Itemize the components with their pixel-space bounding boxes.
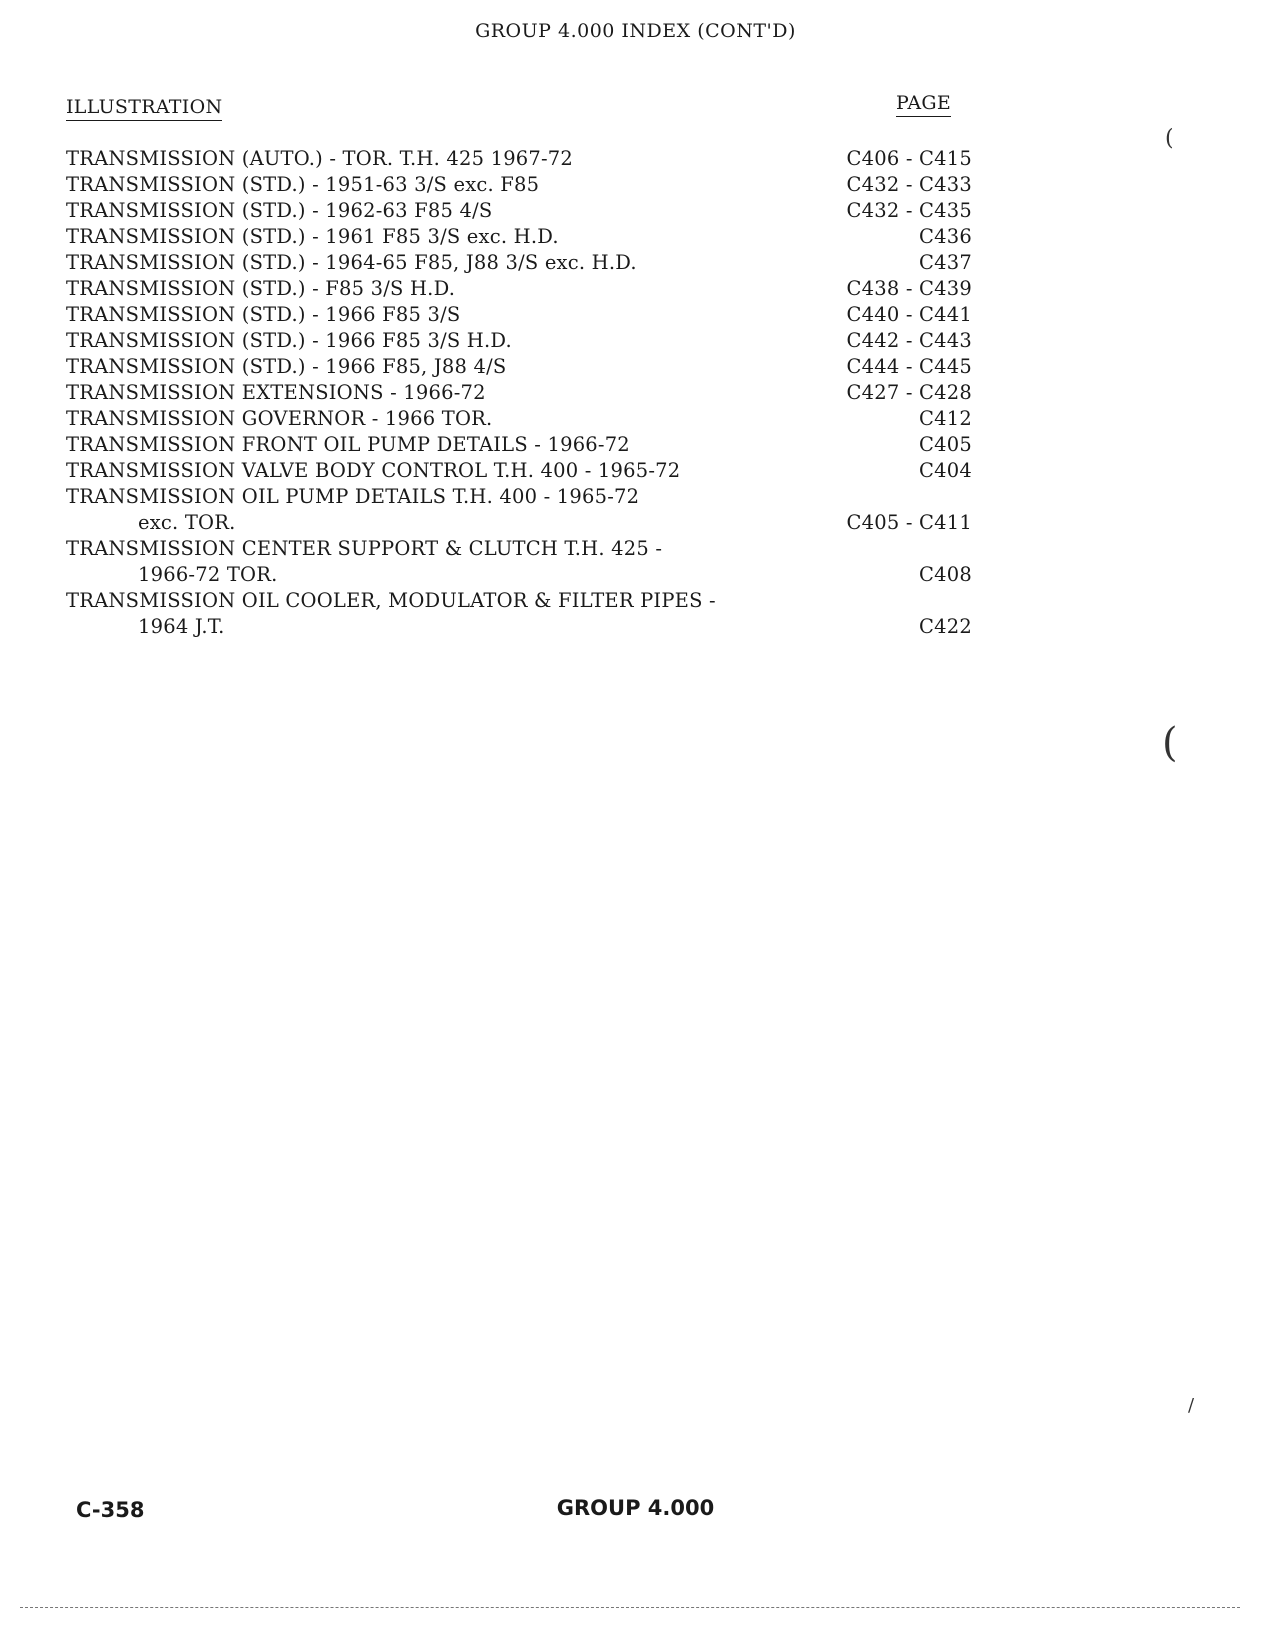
- entry-title-line: TRANSMISSION (AUTO.) - TOR. T.H. 425 1967-72: [66, 147, 574, 170]
- entry-title-line: 1966-72 TOR.: [138, 563, 278, 586]
- entry-title-line: TRANSMISSION (STD.) - 1966 F85, J88 4/S: [66, 355, 507, 378]
- entry-page-ref: C422: [919, 615, 972, 638]
- entry-page-ref: C440 - C441: [846, 303, 972, 326]
- entry-title-line: 1964 J.T.: [138, 615, 225, 638]
- index-entry: [66, 484, 972, 536]
- entry-page-ref: C444 - C445: [846, 355, 972, 378]
- entry-page-ref: C408: [919, 563, 972, 586]
- index-entry: [66, 354, 972, 380]
- entry-page-ref: C404: [919, 459, 972, 482]
- entry-page-ref: C427 - C428: [846, 381, 972, 404]
- entry-page-ref: C436: [919, 225, 972, 248]
- entry-title-line: TRANSMISSION CENTER SUPPORT & CLUTCH T.H. 425 -: [66, 537, 663, 560]
- index-entry: [66, 536, 972, 588]
- index-entry: [66, 172, 972, 198]
- index-entry: [66, 588, 972, 640]
- index-entry: [66, 328, 972, 354]
- entry-title-line: TRANSMISSION VALVE BODY CONTROL T.H. 400 - 1965-72: [66, 459, 681, 482]
- entry-title-line: TRANSMISSION (STD.) - 1951-63 3/S exc. F85: [66, 173, 540, 196]
- index-entry: [66, 276, 972, 302]
- entry-title-line: TRANSMISSION (STD.) - 1966 F85 3/S: [66, 303, 461, 326]
- column-header-illustration: ILLUSTRATION: [66, 96, 222, 121]
- index-entries: [66, 146, 972, 640]
- page-title: GROUP 4.000 INDEX (CONT'D): [475, 20, 796, 42]
- index-entry: [66, 432, 972, 458]
- entry-page-ref: C432 - C433: [846, 173, 972, 196]
- scan-mark-tick: /: [1188, 1395, 1195, 1416]
- index-entry: [66, 458, 972, 484]
- index-entry: [66, 198, 972, 224]
- index-entry: [66, 406, 972, 432]
- column-header-page: PAGE: [896, 92, 951, 117]
- index-entry: [66, 250, 972, 276]
- entry-page-ref: C432 - C435: [846, 199, 972, 222]
- entry-title-line: TRANSMISSION (STD.) - 1961 F85 3/S exc. H.D.: [66, 225, 559, 248]
- entry-page-ref: C412: [919, 407, 972, 430]
- entry-title-line: TRANSMISSION FRONT OIL PUMP DETAILS - 1966-72: [66, 433, 630, 456]
- entry-page-ref: C438 - C439: [846, 277, 972, 300]
- entry-page-ref: C405: [919, 433, 972, 456]
- scan-edge-rule: [20, 1607, 1240, 1608]
- entry-title-line: TRANSMISSION OIL COOLER, MODULATOR & FILTER PIPES -: [66, 589, 716, 612]
- index-entry: [66, 302, 972, 328]
- entry-title-line: TRANSMISSION OIL PUMP DETAILS T.H. 400 - 1965-72: [66, 485, 640, 508]
- entry-title-line: TRANSMISSION (STD.) - 1964-65 F85, J88 3/S exc. H.D.: [66, 251, 637, 274]
- scan-mark-bracket: (: [1165, 126, 1174, 151]
- entry-title-line: TRANSMISSION (STD.) - 1962-63 F85 4/S: [66, 199, 493, 222]
- entry-title-line: exc. TOR.: [138, 511, 236, 534]
- index-entry: [66, 224, 972, 250]
- entry-title-line: TRANSMISSION EXTENSIONS - 1966-72: [66, 381, 486, 404]
- scan-mark-arc: (: [1162, 720, 1178, 766]
- entry-title-line: TRANSMISSION (STD.) - F85 3/S H.D.: [66, 277, 456, 300]
- entry-page-ref: C437: [919, 251, 972, 274]
- entry-page-ref: C405 - C411: [846, 511, 972, 534]
- entry-page-ref: C442 - C443: [846, 329, 972, 352]
- entry-title-line: TRANSMISSION (STD.) - 1966 F85 3/S H.D.: [66, 329, 512, 352]
- entry-title-line: TRANSMISSION GOVERNOR - 1966 TOR.: [66, 407, 493, 430]
- footer-group: GROUP 4.000: [556, 1496, 715, 1520]
- index-entry: [66, 146, 972, 172]
- footer-page-number: C-358: [76, 1498, 145, 1522]
- index-entry: [66, 380, 972, 406]
- entry-page-ref: C406 - C415: [846, 147, 972, 170]
